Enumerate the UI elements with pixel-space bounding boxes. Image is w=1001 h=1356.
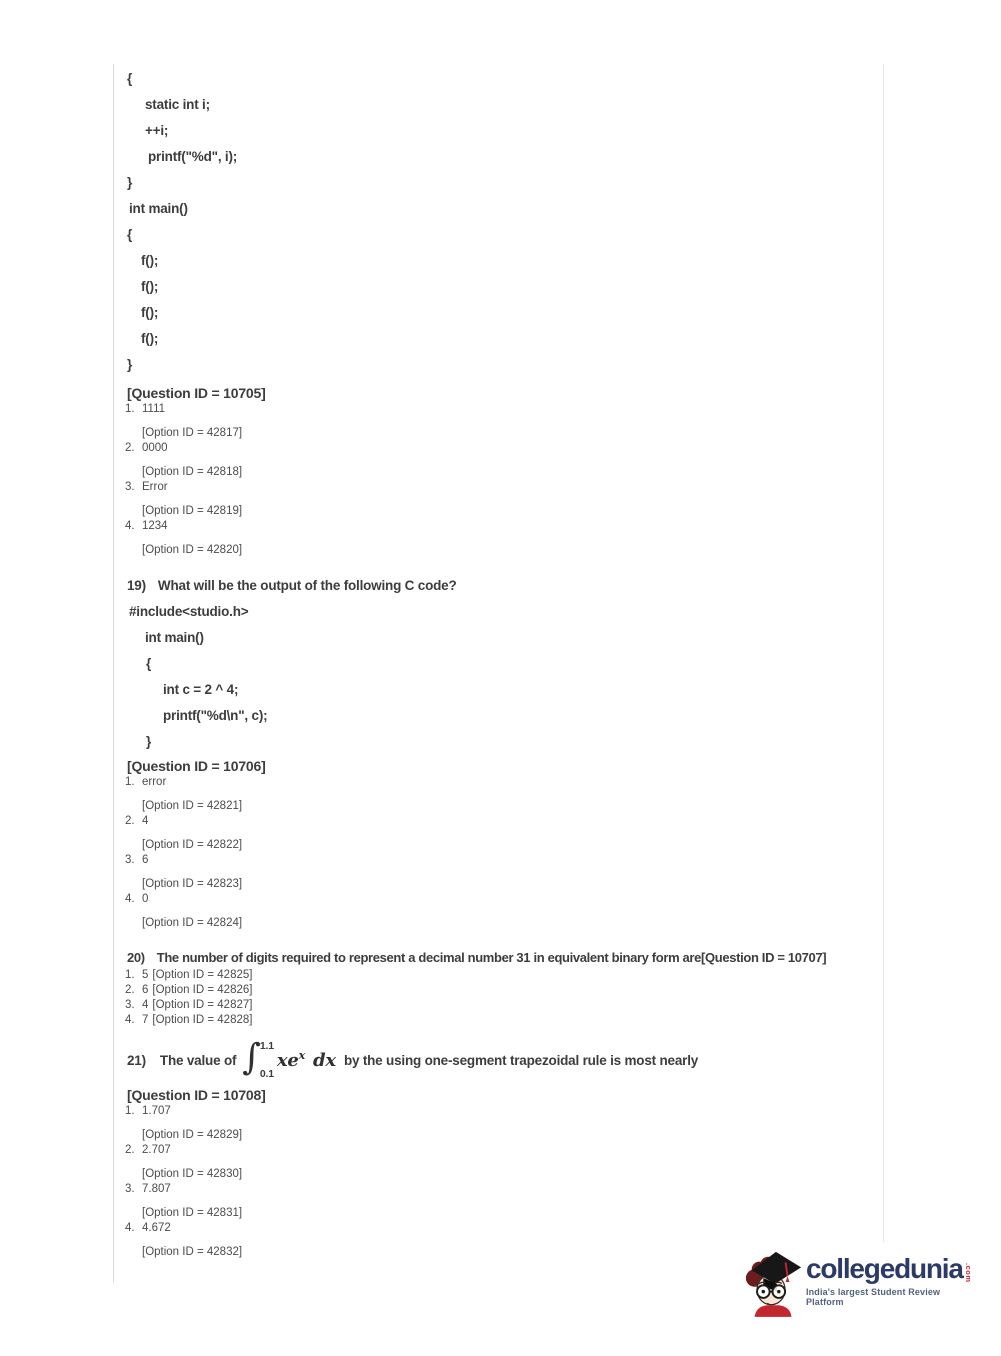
- option-id: [Option ID = 42830]: [142, 1168, 243, 1180]
- option-id: [Option ID = 42828]: [152, 1014, 253, 1026]
- option-text: 4: [142, 999, 149, 1011]
- option-row: [114, 853, 883, 892]
- option-number: 3.: [125, 999, 135, 1011]
- option-text: error: [142, 776, 167, 788]
- option-number: 4.: [125, 520, 135, 532]
- option-text: 4.672: [142, 1222, 171, 1234]
- question-text: 21) The value of ∫ 1.1 0.1 $xe^x$ dx by the using one-segment trapezoidal rule is most nearly: [127, 1037, 699, 1080]
- code-line: #include<studio.h>: [129, 604, 249, 619]
- question-number: 19): [127, 578, 146, 593]
- option-id: [Option ID = 42832]: [142, 1246, 243, 1258]
- integrand: $xe^x$: [276, 1049, 306, 1071]
- option-id: [Option ID = 42822]: [142, 839, 243, 851]
- option-number: 4.: [125, 893, 135, 905]
- code-line: static int i;: [145, 97, 210, 112]
- code-line: }: [127, 175, 133, 190]
- option-text: 7: [142, 1014, 149, 1026]
- option-number: 3.: [125, 481, 135, 493]
- code-line: int main(): [129, 201, 188, 216]
- question-id: [Question ID = 10707]: [701, 950, 827, 965]
- option-row: [114, 998, 883, 1013]
- integral-expression: [242, 1037, 336, 1080]
- option-row: [114, 968, 883, 983]
- option-number: 3.: [125, 854, 135, 866]
- brand-wordmark: collegedunia: [806, 1252, 963, 1284]
- option-number: 2.: [125, 815, 135, 827]
- option-id: [Option ID = 42829]: [142, 1129, 243, 1141]
- option-row: [114, 1143, 883, 1182]
- option-number: 1.: [125, 776, 135, 788]
- option-number: 1.: [125, 403, 135, 415]
- code-line: }: [127, 357, 133, 372]
- option-id: [Option ID = 42825]: [152, 969, 253, 981]
- code-line: int main(): [145, 630, 204, 645]
- option-id: [Option ID = 42821]: [142, 800, 243, 812]
- option-row: [114, 480, 883, 519]
- option-text: 1111: [142, 403, 166, 415]
- option-number: 4.: [125, 1014, 135, 1026]
- content-frame: [113, 64, 884, 1283]
- question-id: [Question ID = 10708]: [127, 1087, 266, 1103]
- option-row: [114, 1104, 883, 1143]
- option-id: [Option ID = 42818]: [142, 466, 243, 478]
- option-row: [114, 402, 883, 441]
- question-text: 19) What will be the output of the following C code?: [127, 578, 457, 593]
- option-text: 1.707: [142, 1105, 171, 1117]
- code-line: {: [127, 227, 133, 242]
- option-row: [114, 814, 883, 853]
- option-row: [114, 775, 883, 814]
- question-block-10705: [114, 385, 883, 558]
- integral-sign: ∫: [242, 1037, 261, 1078]
- option-row: [114, 519, 883, 558]
- integral-upper-limit: 1.1: [259, 1040, 274, 1052]
- code-block-top: [114, 66, 883, 378]
- option-text: 6: [142, 854, 149, 866]
- integral-lower-limit: 0.1: [259, 1068, 274, 1080]
- option-id: [Option ID = 42819]: [142, 505, 243, 517]
- option-text: 4: [142, 815, 149, 827]
- option-row: [114, 983, 883, 998]
- option-number: 1.: [125, 969, 135, 981]
- code-line: f();: [141, 253, 159, 268]
- option-number: 3.: [125, 1183, 135, 1195]
- option-number: 2.: [125, 1144, 135, 1156]
- question-block-10708: [114, 1038, 883, 1260]
- question-block-10706: [114, 573, 883, 931]
- option-id: [Option ID = 42823]: [142, 878, 243, 890]
- option-number: 4.: [125, 1222, 135, 1234]
- code-line: printf("%d", i);: [148, 149, 238, 164]
- code-line: f();: [141, 305, 159, 320]
- option-id: [Option ID = 42826]: [152, 984, 253, 996]
- option-row: [114, 441, 883, 480]
- code-line: f();: [141, 279, 159, 294]
- option-row: [114, 892, 883, 931]
- option-text: 2.707: [142, 1144, 171, 1156]
- code-line: f();: [141, 331, 159, 346]
- question-text: 20) The number of digits required to represent a decimal number 31 in equivalent binary form are[Question ID = 10707]: [127, 950, 827, 965]
- option-id: [Option ID = 42824]: [142, 917, 243, 929]
- brand-tagline: India's largest Student Review Platform: [806, 1286, 941, 1307]
- option-row: [114, 1013, 883, 1028]
- question-id: [Question ID = 10706]: [127, 758, 266, 774]
- question-number: 20): [127, 950, 145, 965]
- question-number: 21): [127, 1052, 146, 1068]
- option-text: Error: [142, 481, 168, 493]
- option-text: 0000: [142, 442, 168, 454]
- option-number: 2.: [125, 984, 135, 996]
- question-block-10707: [114, 948, 883, 1028]
- code-line: printf("%d\n", c);: [163, 708, 268, 723]
- differential: dx: [313, 1049, 336, 1071]
- option-id: [Option ID = 42817]: [142, 427, 243, 439]
- option-id: [Option ID = 42827]: [152, 999, 253, 1011]
- option-text: 7.807: [142, 1183, 171, 1195]
- code-line: int c = 2 ^ 4;: [163, 682, 239, 697]
- code-line: {: [146, 656, 152, 671]
- option-row: [114, 1182, 883, 1221]
- option-text: 5: [142, 969, 149, 981]
- brand-tld: .com: [963, 1262, 973, 1283]
- collegedunia-logo[interactable]: [742, 1242, 978, 1318]
- option-text: 1234: [142, 520, 168, 532]
- option-text: 0: [142, 893, 149, 905]
- question-id: [Question ID = 10705]: [127, 385, 266, 401]
- collegedunia-mascot-icon: [742, 1243, 804, 1317]
- option-number: 2.: [125, 442, 135, 454]
- option-number: 1.: [125, 1105, 135, 1117]
- option-id: [Option ID = 42820]: [142, 544, 243, 556]
- code-line: }: [146, 734, 152, 749]
- code-line: ++i;: [145, 123, 169, 138]
- option-text: 6: [142, 984, 149, 996]
- option-id: [Option ID = 42831]: [142, 1207, 243, 1219]
- code-line: {: [127, 71, 133, 86]
